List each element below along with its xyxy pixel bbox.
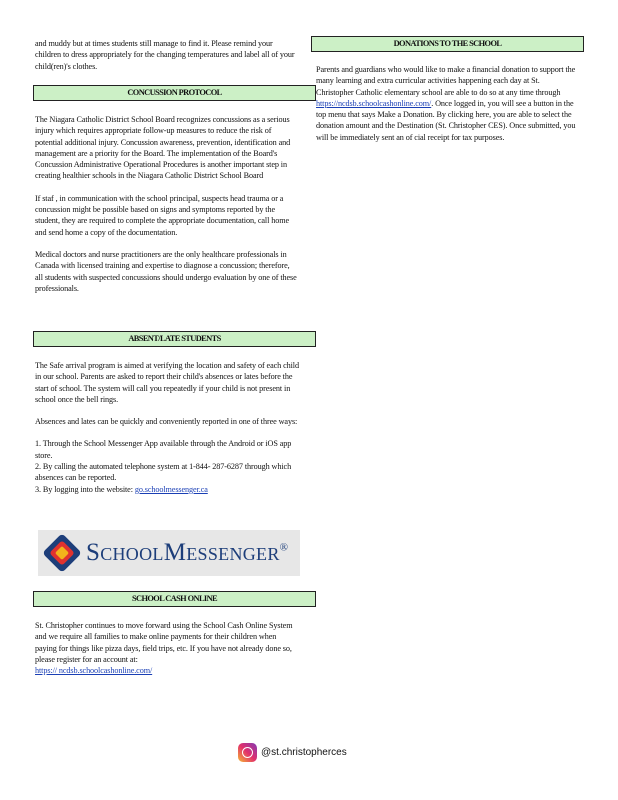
schoolmessenger-logo-word: SchoolMessenger xyxy=(86,539,280,566)
absent-way3 xyxy=(35,484,299,495)
donation-link[interactable]: https://ncdsb.schoolcashonline.com/ xyxy=(316,98,432,108)
intro-paragraph xyxy=(35,38,297,72)
absent-heading-text: ABSENT/LATE STUDENTS xyxy=(128,334,221,343)
cash-section xyxy=(35,620,299,676)
schoolmessenger-logo xyxy=(38,530,300,576)
donations-text-after: . Once logged in, you will see a button in the top menu that says Make a Donation. By clicking here, you are able to select the donation amount and the Destination (St. Christopher CES). Once submitted, you will be immediately sent an of cial receipt for tax purposes. xyxy=(316,98,576,142)
cash-heading xyxy=(33,591,316,607)
schoolmessenger-logo-icon xyxy=(42,533,82,573)
absent-section xyxy=(35,360,299,495)
concussion-heading xyxy=(33,85,316,101)
concussion-section xyxy=(35,114,299,294)
concussion-p2: If staf , in communication with the school principal, suspects head trauma or a concussion might be possible based on signs and symptoms reported by the student, they are required to complete the appropriate documentation, call home and send home a copy of the documentation. xyxy=(35,193,290,237)
absent-way1: 1. Through the School Messenger App available through the Android or iOS app store. xyxy=(35,439,292,460)
cash-heading-text: SCHOOL CASH ONLINE xyxy=(131,594,218,603)
concussion-p1: The Niagara Catholic District School Board recognizes concussions as a serious injury which requires appropriate follow-up measures to reduce the risk of potential additional injury. Concussion awareness, prevention, identification and management are a priority for the Board. The implementation of the Board's Concussion Administrative Operational Procedures is another important step in creating healthier schools in the Niagara Catholic District School Board xyxy=(35,115,291,181)
absent-heading xyxy=(33,331,316,347)
absent-p2: Absences and lates can be quickly and conveniently reported in one of three ways: xyxy=(35,417,298,427)
concussion-heading-text: CONCUSSION PROTOCOL xyxy=(127,88,222,97)
donations-text-before: Parents and guardians who would like to make a financial donation to support the many learning and extra curricular activities happening each day at St. Christopher Catholic elementary school are able to do so at any time through xyxy=(316,65,576,97)
instagram-footer[interactable] xyxy=(238,743,347,762)
absent-way2: 2. By calling the automated telephone system at 1-844- 287-6287 through which absences can be reported. xyxy=(35,462,292,483)
absent-p1: The Safe arrival program is aimed at verifying the location and safety of each child in our school. Parents are asked to report their child's absences or lates before the start of school. The system will call you repeatedly if your child is not present in school once the bell rings. xyxy=(35,361,299,404)
schoolcash-link[interactable]: https:// ncdsb.schoolcashonline.com/ xyxy=(35,666,153,676)
cash-p1: St. Christopher continues to move forward using the School Cash Online System and we require all families to make online payments for their children when paying for things like pizza days, field trips, etc. If you have not already done so, please register for an account at: xyxy=(35,621,293,664)
donations-section xyxy=(316,64,578,143)
instagram-handle: @st.christopherces xyxy=(261,747,347,758)
donations-heading-text: DONATIONS TO THE SCHOOL xyxy=(393,39,502,48)
schoolmessenger-link[interactable]: go.schoolmessenger.ca xyxy=(134,484,208,494)
donations-heading xyxy=(311,36,584,52)
instagram-icon xyxy=(238,743,257,762)
schoolmessenger-logo-reg: ® xyxy=(279,541,289,554)
absent-way3-prefix: 3. By logging into the website: xyxy=(35,484,135,494)
donations-p1 xyxy=(316,64,578,143)
intro-text: and muddy but at times students still manage to find it. Please remind your children to dress appropriately for the changing temperatures and label all of your child(ren)'s clothes. xyxy=(35,39,295,71)
concussion-p3: Medical doctors and nurse practitioners are the only healthcare professionals in Canada with licensed training and expertise to diagnose a concussion; therefore, all students with suspected concussions should undergo evaluation by one of these professionals. xyxy=(35,249,297,293)
schoolmessenger-logo-text xyxy=(86,539,288,567)
